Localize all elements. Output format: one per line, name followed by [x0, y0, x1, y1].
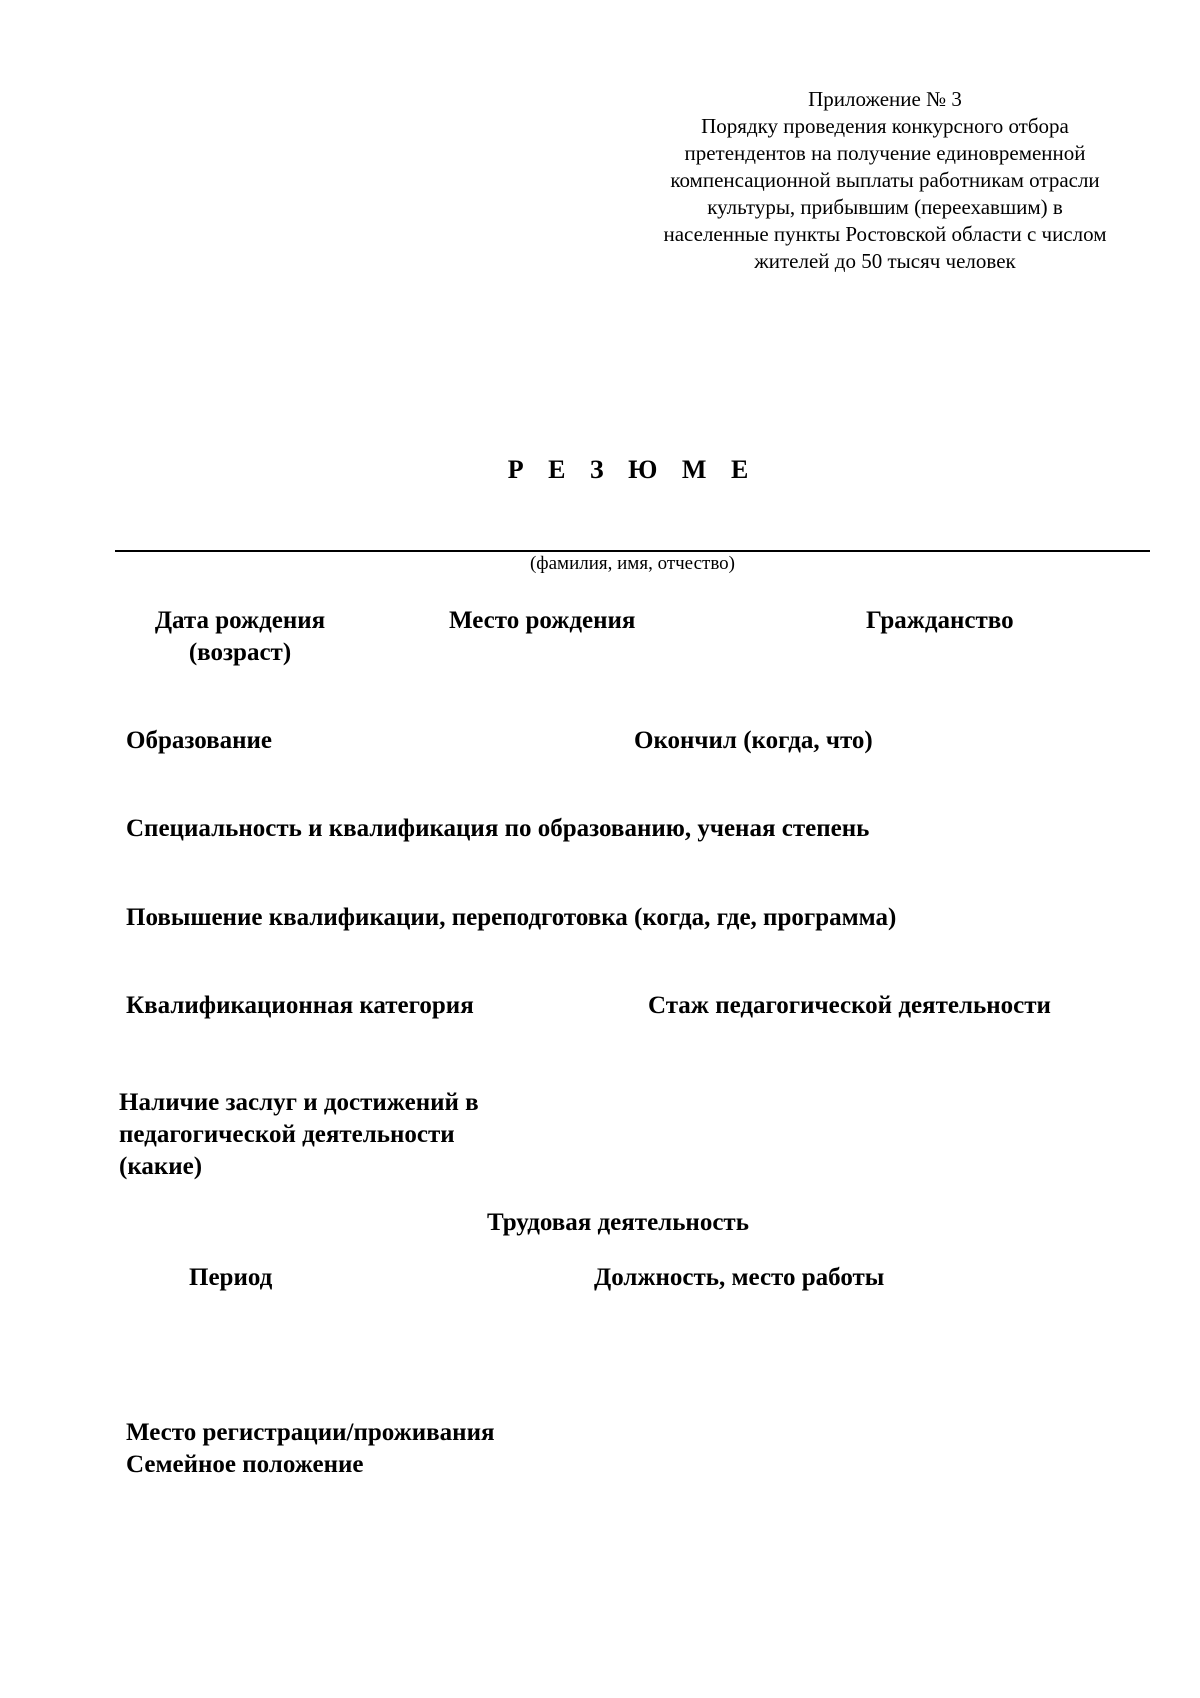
- appendix-header: [620, 86, 1150, 275]
- education-label: Образование: [126, 727, 273, 754]
- citizenship-label: Гражданство: [866, 607, 1014, 634]
- position-label: Должность, место работы: [594, 1264, 885, 1291]
- document-title: Р Е З Ю М Е: [507, 455, 758, 484]
- merits-label: [119, 1087, 479, 1183]
- appendix-line: жителей до 50 тысяч человек: [754, 249, 1016, 273]
- merits-label-line: (какие): [119, 1153, 203, 1180]
- appendix-line: населенные пункты Ростовской области с числом: [663, 222, 1107, 246]
- specialty-label: Специальность и квалификация по образованию, ученая степень: [126, 815, 870, 842]
- appendix-line: компенсационной выплаты работникам отрасли: [670, 168, 1100, 192]
- registration-label: Место регистрации/проживания: [126, 1419, 495, 1446]
- full-name-line: [115, 550, 1150, 552]
- birth-date-label: [130, 605, 350, 669]
- birth-date-label-line: Дата рождения: [154, 607, 326, 634]
- training-label: Повышение квалификации, переподготовка (когда, где, программа): [126, 904, 897, 931]
- work-history-heading: Трудовая деятельность: [487, 1209, 749, 1236]
- appendix-line: Приложение № 3: [808, 87, 962, 111]
- family-status-label: Семейное положение: [126, 1451, 364, 1478]
- appendix-line: претендентов на получение единовременной: [684, 141, 1086, 165]
- merits-label-line: Наличие заслуг и достижений в: [119, 1089, 479, 1116]
- full-name-caption: (фамилия, имя, отчество): [529, 553, 735, 574]
- birth-date-age-label: (возраст): [188, 639, 292, 666]
- graduated-label: Окончил (когда, что): [634, 727, 873, 754]
- experience-label: Стаж педагогической деятельности: [648, 992, 1051, 1019]
- appendix-line: Порядку проведения конкурсного отбора: [701, 114, 1069, 138]
- merits-label-line: педагогической деятельности: [119, 1121, 455, 1148]
- birth-place-label: Место рождения: [449, 607, 636, 634]
- period-label: Период: [189, 1264, 273, 1291]
- category-label: Квалификационная категория: [126, 992, 474, 1019]
- appendix-line: культуры, прибывшим (переехавшим) в: [707, 195, 1063, 219]
